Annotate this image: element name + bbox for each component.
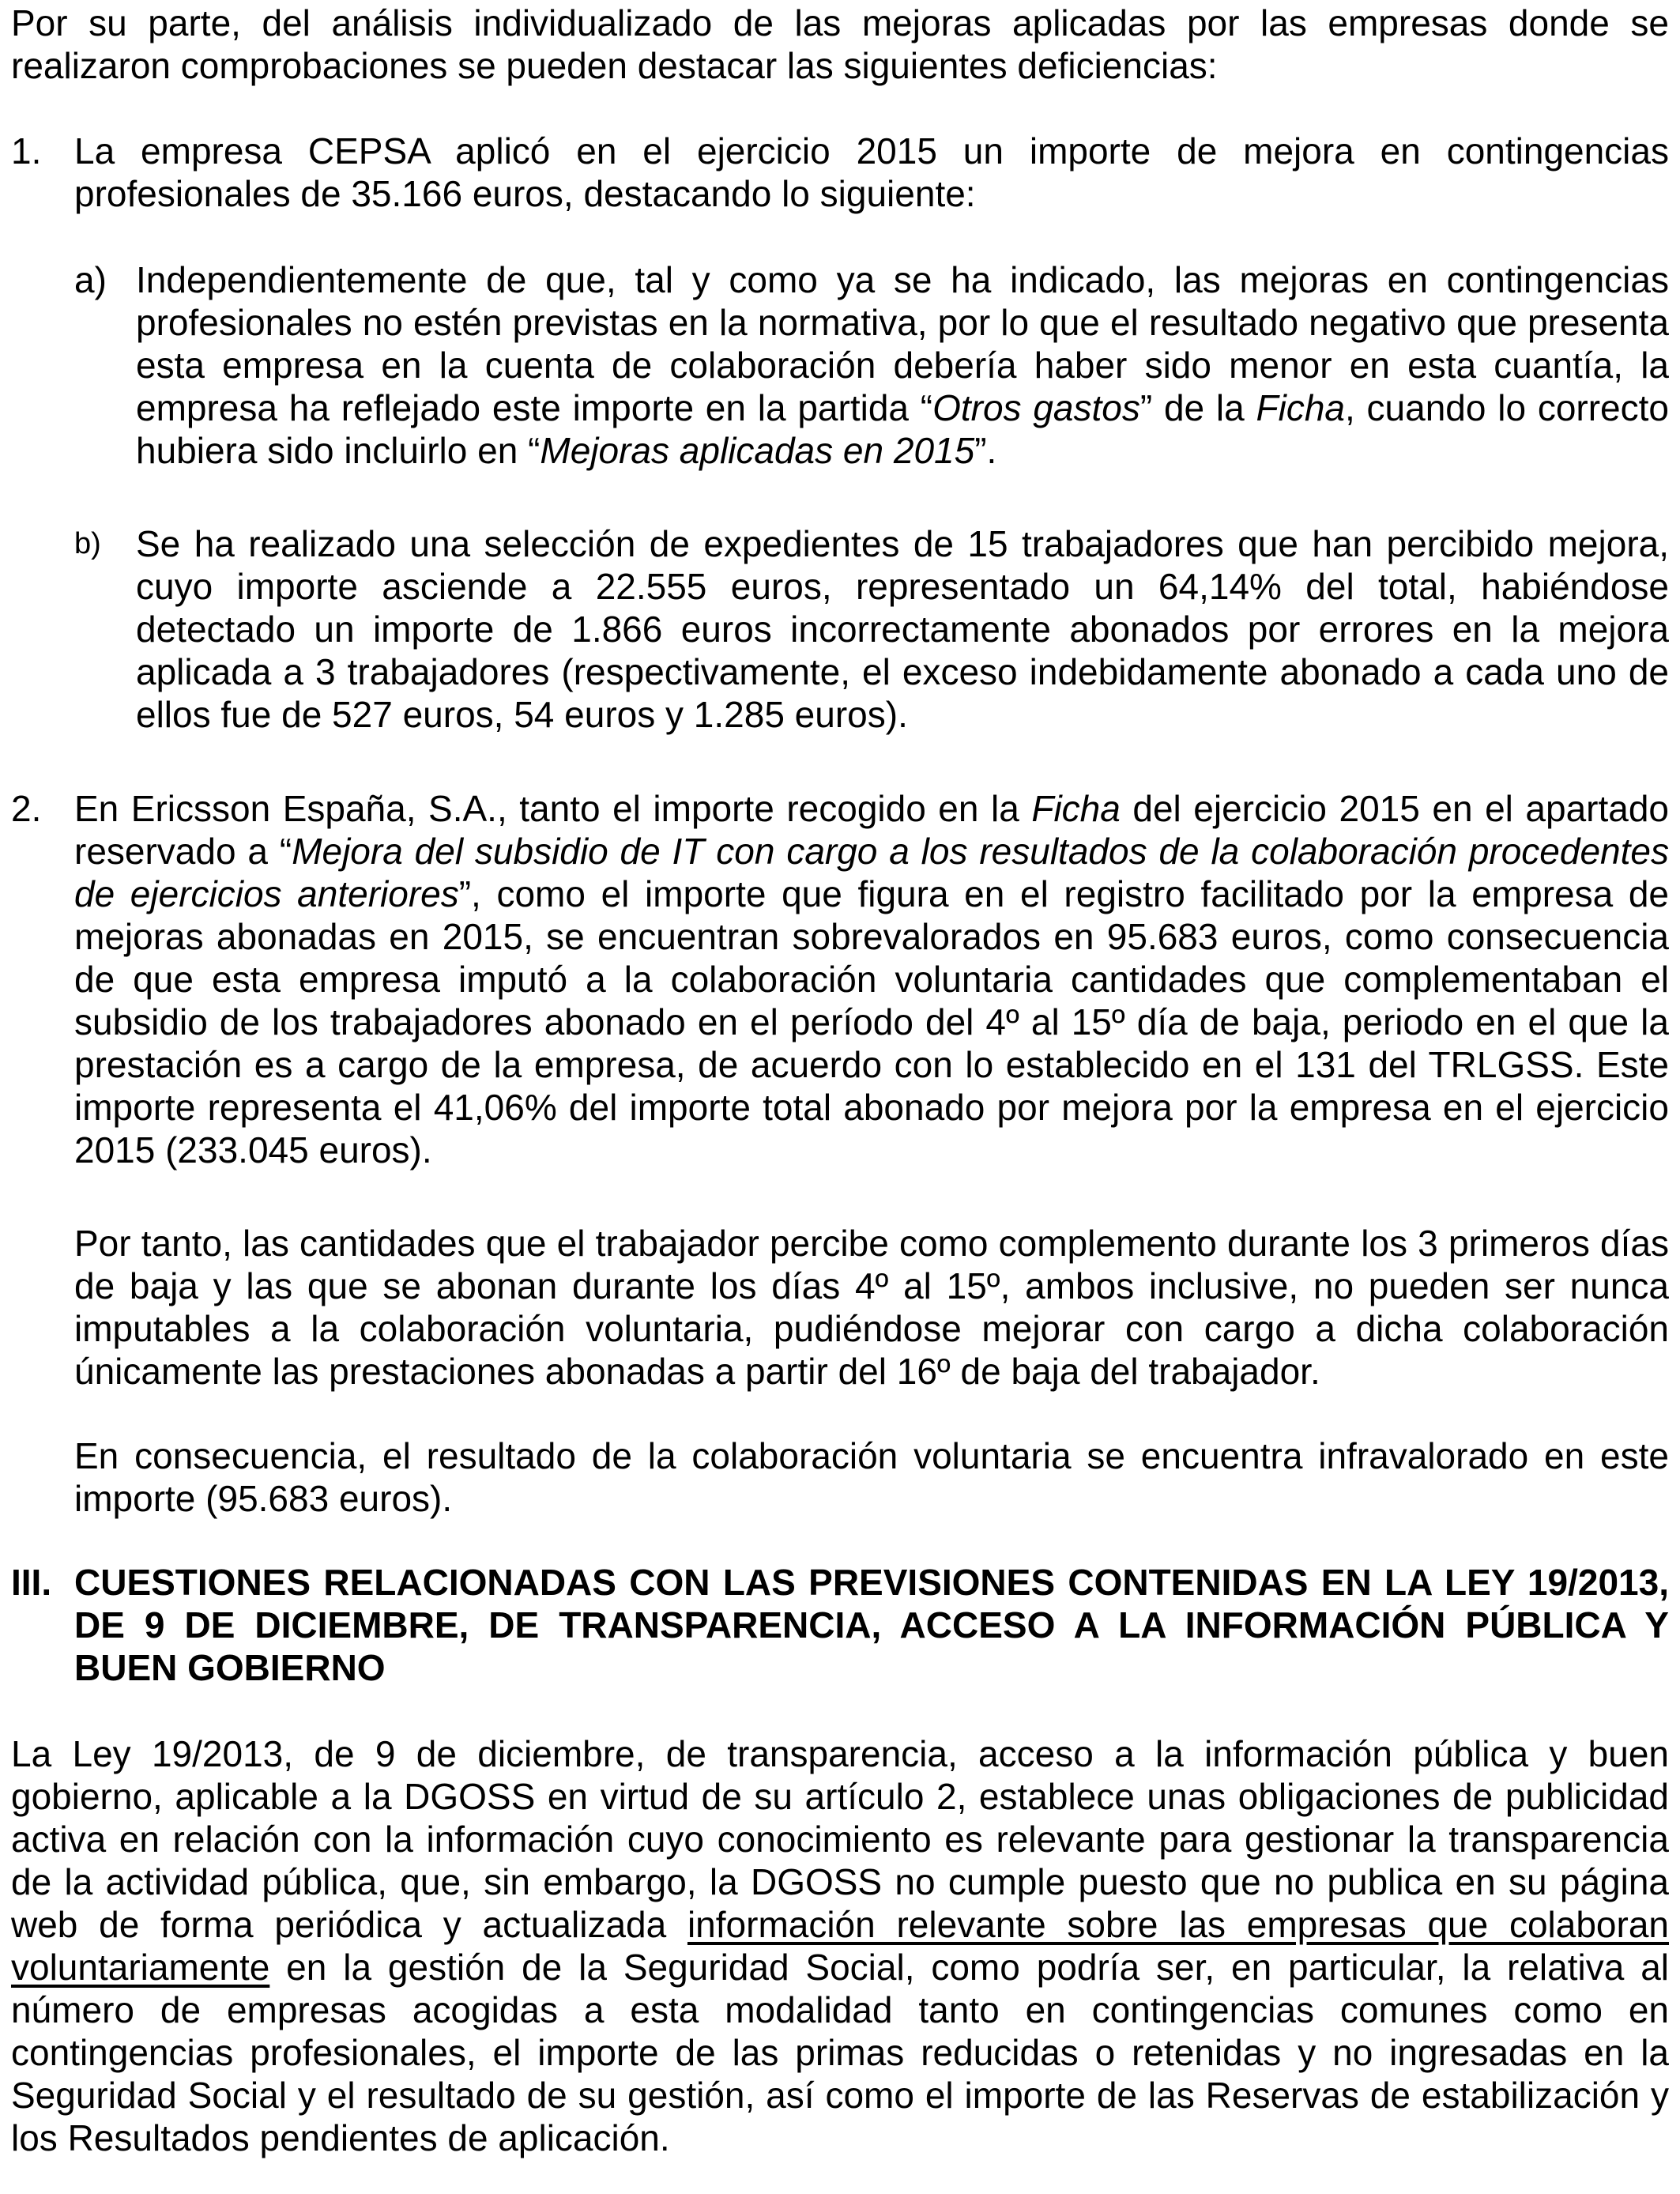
section-title-iii: CUESTIONES RELACIONADAS CON LAS PREVISIONES CONTENIDAS EN LA LEY 19/2013, DE 9 DE DICIEMBRE, DE TRANSPARENCIA, ACCESO A LA INFORMACIÓN PÚBLICA Y BUEN GOBIERNO: [74, 1562, 1669, 1688]
list-item-2: [11, 787, 1669, 1171]
sub-marker-b: b): [74, 527, 101, 560]
text-run: ”, como el importe que figura en el registro facilitado por la empresa de mejoras abonadas en 2015, se encuentran sobrevalorados en 95.683 euros, como consecuencia de que esta empresa imputó a la colaboración voluntaria cantidades que complementaban el subsidio de los trabajadores abonado en el período del 4º al 15º día de baja, periodo en el que la prestación es a cargo de la empresa, de acuerdo con lo establecido en el 131 del TRLGSS. Este importe representa el 41,06% del importe total abonado por mejora por la empresa en el ejercicio 2015 (233.045 euros).: [74, 873, 1669, 1171]
list-marker-2: 2.: [11, 788, 42, 829]
list-item-2-text: [74, 787, 1669, 1171]
text-run: del ejercicio 2015 en el apartado reservado a “: [74, 788, 1669, 872]
italic-run: Mejoras aplicadas en 2015: [540, 430, 975, 471]
text-run: en la gestión de la Seguridad Social, como podría ser, en particular, la relativa al número de empresas acogidas a esta modalidad tanto en contingencias comunes como en contingencias profesionales, el importe de las primas reducidas o retenidas y no ingresadas en la Seguridad Social y el resultado de su gestión, así como el importe de las Reservas de estabilización y los Resultados pendientes de aplicación.: [11, 1947, 1669, 2158]
italic-run: Ficha: [1256, 387, 1345, 428]
list-marker-1: 1.: [11, 130, 42, 172]
item-2-paragraph-3-text: En consecuencia, el resultado de la colaboración voluntaria se encuentra infravalorado en este importe (95.683 euros).: [74, 1435, 1669, 1519]
text-run: ” de la: [1139, 387, 1256, 428]
sub-item-b-text: Se ha realizado una selección de expedientes de 15 trabajadores que han percibido mejora, cuyo importe asciende a 22.555 euros, representado un 64,14% del total, habiéndose detectado un importe de 1.866 euros incorrectamente abonados por errores en la mejora aplicada a 3 trabajadores (respectivamente, el exceso indebidamente abonado a cada uno de ellos fue de 527 euros, 54 euros y 1.285 euros).: [136, 523, 1669, 735]
text-run: , cuando lo correcto hubiera sido incluirlo en “: [136, 387, 1669, 471]
section-iii-text: [11, 1732, 1669, 2159]
text-run: Independientemente de que, tal y como ya se ha indicado, las mejoras en contingencias profesionales no estén previstas en la normativa, por lo que el resultado negativo que presenta esta empresa en la cuenta de colaboración debería haber sido menor en esta cuantía, la empresa ha reflejado este importe en la partida “: [136, 259, 1669, 428]
item-2-paragraph-2-text: Por tanto, las cantidades que el trabajador percibe como complemento durante los 3 primeros días de baja y las que se abonan durante los días 4º al 15º, ambos inclusive, no pueden ser nunca imputables a la colaboración voluntaria, pudiéndose mejorar con cargo a dicha colaboración únicamente las prestaciones abonadas a partir del 16º de baja del trabajador.: [74, 1223, 1669, 1392]
list-item-1: [11, 130, 1669, 215]
section-marker-iii: III.: [11, 1562, 52, 1603]
intro-text: Por su parte, del análisis individualizado de las mejoras aplicadas por las empresas donde se realizaron comprobaciones se pueden destacar las siguientes deficiencias:: [11, 2, 1669, 86]
text-run: La Ley 19/2013, de 9 de diciembre, de transparencia, acceso a la información pública y buen gobierno, aplicable a la DGOSS en virtud de su artículo 2, establece unas obligaciones de publicidad activa en relación con la información cuyo conocimiento es relevante para gestionar la transparencia de la actividad pública, que, sin embargo, la DGOSS no cumple puesto que no publica en su página web de forma periódica y actualizada: [11, 1733, 1669, 1945]
text-run: ”.: [974, 430, 997, 471]
sub-item-a-text: [136, 258, 1669, 472]
item-2-paragraph-2: [11, 1222, 1669, 1393]
italic-run: Mejora del subsidio de IT con cargo a los resultados de la colaboración procedentes de ejercicios anteriores: [74, 831, 1670, 914]
list-item-1-text: La empresa CEPSA aplicó en el ejercicio 2015 un importe de mejora en contingencias profesionales de 35.166 euros, destacando lo siguiente:: [74, 130, 1669, 214]
item-2-paragraph-3: [11, 1434, 1669, 1520]
sub-item-b: [11, 522, 1669, 736]
italic-run: Otros gastos: [932, 387, 1140, 428]
italic-run: Ficha: [1031, 788, 1121, 829]
section-heading-iii: [11, 1561, 1669, 1689]
text-run: En Ericsson España, S.A., tanto el importe recogido en la: [74, 788, 1032, 829]
underlined-run: información relevante sobre las empresas que colaboran voluntariamente: [11, 1904, 1669, 1988]
sub-item-a: [11, 258, 1669, 472]
sub-marker-a: a): [74, 259, 107, 300]
section-iii-paragraph: [11, 1732, 1669, 2159]
intro-paragraph: [11, 2, 1669, 87]
